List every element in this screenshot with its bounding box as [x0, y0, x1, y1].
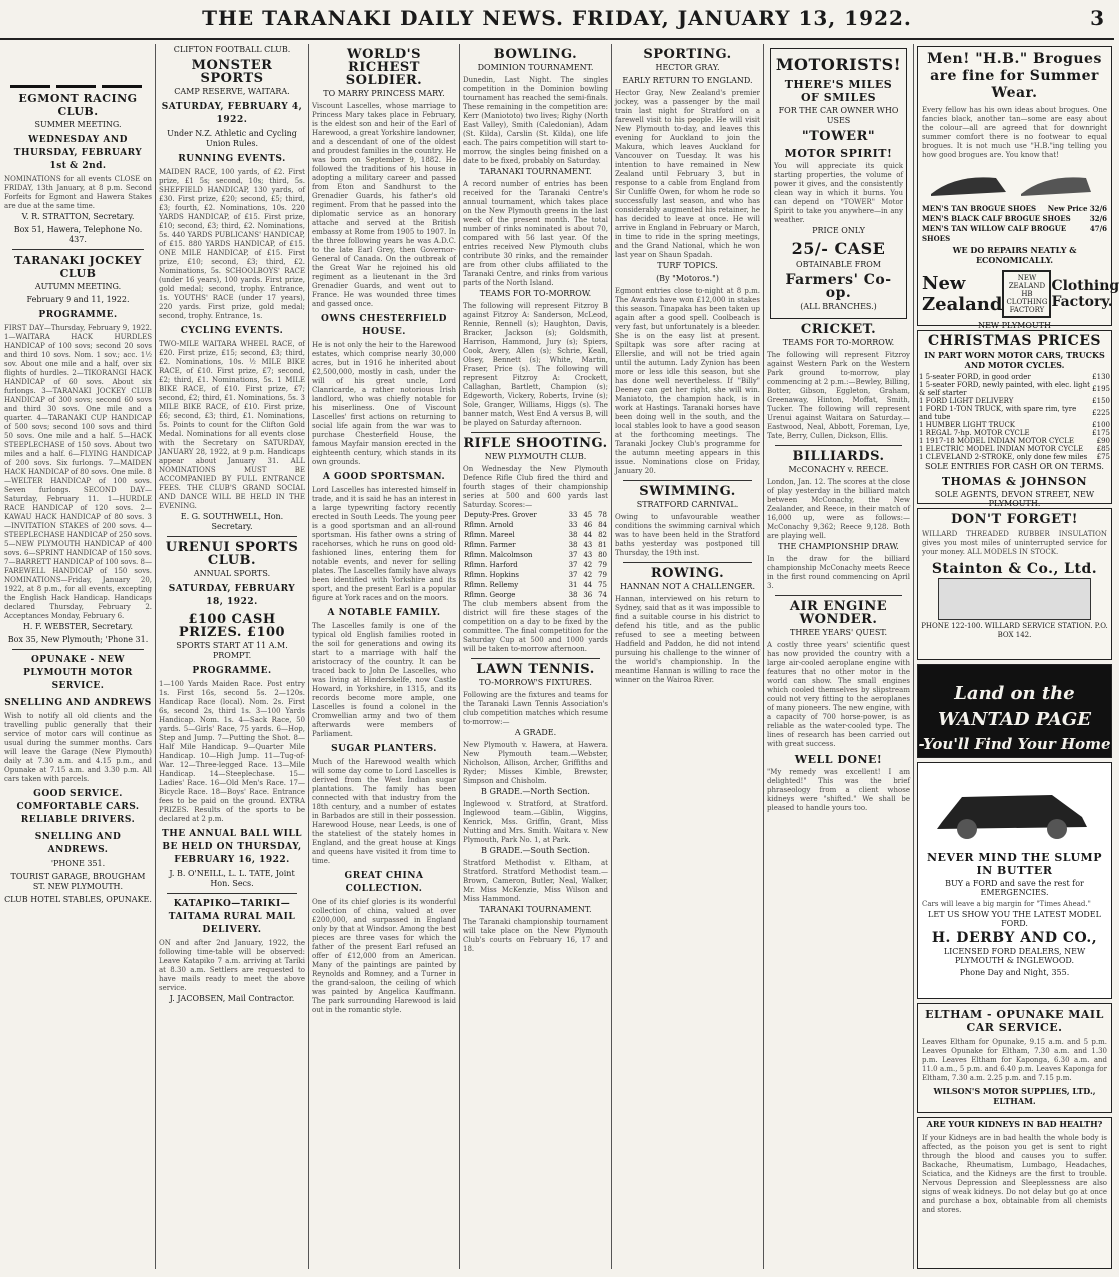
jockey-subheading: AUTUMN MEETING. — [34, 282, 122, 291]
draw-body: In the draw for the billiard championship McConachy meets Reece in the first round commencing on April 3. — [767, 555, 910, 590]
running-events-body: MAIDEN RACE, 100 yards, of £2. First prize, £1 5s; second, 10s; third, 5s. SHEFFIELD HANDICAP, 130 yards, of £30. First prize, £20; second, £5; third, £3; fourth, £2. Nominations, 10s. 220 YARDS HANDICAP, of £15. First prize, £10; second, £3; third, £2. Nominations, 5s. 440 YARDS PUBLICANS' HANDICAP, of £15. 880 YARDS HANDICAP, of £15. ONE MILE HANDICAP, of £15. First prize, £10; second, £3; third, £2. Nominations, 5s. SCHOOLBOYS' RACE (under 16 years), 100 yards. First prize, gold medal; second, trophy. Entrance, 1s. YOUTHS' RACE (under 17 years), 220 yards. First prize, gold medal; second, trophy. Entrance, 1s. — [159, 168, 305, 320]
uremu-programme: PROGRAMME. — [192, 666, 272, 676]
for-car-owner: FOR THE CAR OWNER WHO USES — [778, 106, 899, 125]
rifle-result-c: 82 — [598, 531, 607, 539]
jockey-programme-body: FIRST DAY—Thursday, February 9, 1922. 1—WAITARA HACK HURDLES HANDICAP of 100 sovs; second 20 sovs and third 10 sovs. Nom. 1 sov.; acc. 1½ sov. About one mile and a half, over six flights of hurdles. 2—TIKORANGI HACK HANDICAP of 60 sovs. About six furlongs. 3—TARANAKI JOCKEY CLUB HANDICAP of 300 sovs; second 60 sovs and third 30 sovs. One mile and a quarter. 4—TARANAKI CUP HANDICAP of 500 sovs; second 100 sovs and third 50 sovs. One mile and a half. 5—HACK STEEPLECHASE of 150 sovs. About two miles and a half. 6—FLYING HANDICAP of 200 sovs. Six furlongs. 7—MAIDEN HACK HANDICAP of 80 sovs. One mile. 8—WELTER HANDICAP of 100 sovs. Seven furlongs. SECOND DAY—Saturday, February 11. 1—HURDLE RACE HANDICAP of 120 sovs. 2—KAWAU HACK HANDICAP of 80 sovs. 3—INVITATION STAKES of 200 sovs. 4—STEEPLECHASE HANDICAP of 250 sovs. 5—NEW PLYMOUTH HANDICAP of 400 sovs. 6—SPRINT HANDICAP of 150 sovs. 7—BARRETT HANDICAP of 100 sovs. 8—FAREWELL HANDICAP of 150 sovs. NOMINATIONS—Friday, January 20, 1922, at 8 p.m., for all events, excepting the English Hack Handicap. Handicaps declared Thursday, February 2. Acceptances Monday, February 6. — [4, 324, 153, 620]
rifle-result-c: 81 — [598, 541, 607, 549]
b-grade-south-body: Stratford Methodist v. Eltham, at Stratford. Stratford Methodist team.—Brown, Cameron, Butler, Neal, Walker, Mr. Miss McKenzie, Miss Wilson and Miss Hammond. — [463, 859, 608, 903]
bowling-heading: BOWLING. — [493, 47, 578, 62]
tower-brand: "TOWER" — [801, 129, 876, 144]
rifle-result-a: 38 — [568, 591, 578, 599]
uremu-heading: URENUI SPORTS CLUB. — [165, 540, 299, 568]
rifle-result-name: Deputy-Pres. Grover — [464, 511, 537, 519]
annual-ball: THE ANNUAL BALL WILL BE HELD ON THURSDAY, FEBRUARY 16, 1922. — [162, 829, 302, 865]
christmas-subtitle: IN PART WORN MOTOR CARS, TRUCKS AND MOTOR CYCLES. — [924, 350, 1105, 370]
car-price-row — [918, 397, 1111, 405]
price-only: PRICE ONLY — [812, 226, 865, 235]
rifle-body: On Wednesday the New Plymouth Defence Rifle Club fired the third and fourth stages of their championship series at 500 and 600 yards last Saturday. Scores:— — [463, 465, 608, 509]
athletic-rules: Under N.Z. Athletic and Cycling Union Rules. — [167, 129, 297, 148]
christmas-prices-ad — [917, 330, 1112, 508]
car-item: 1 ELECTRIC MODEL INDIAN MOTOR CYCLE — [919, 445, 1084, 453]
brogues-title: Men! "H.B." Brogues are fine for Summer Wear. — [927, 51, 1102, 101]
early-return: EARLY RETURN TO ENGLAND. — [622, 76, 753, 85]
egmont-box: Box 51, Hawera, Telephone No. 437. — [13, 225, 143, 244]
rifle-result-row — [463, 580, 608, 590]
car-price-row — [918, 381, 1111, 397]
rifle-result-name: Rflmn. Mareel — [464, 531, 515, 539]
running-events: RUNNING EVENTS. — [178, 154, 286, 164]
rifle-result-b: 45 — [583, 511, 593, 519]
wantad-line-2: -You'll Find Your Home — [918, 735, 1111, 753]
rifle-result-b: 42 — [583, 561, 593, 569]
brogues-ad — [917, 46, 1119, 330]
rifle-result-a: 38 — [568, 531, 578, 539]
car-price: £225 — [1092, 409, 1110, 417]
rifle-result-name: Rflmn. Farmer — [464, 541, 516, 549]
rifle-result-row — [463, 510, 608, 520]
mail-contractor: J. JACOBSEN, Mail Contractor. — [169, 994, 295, 1003]
rifle-result-b: 43 — [583, 551, 593, 559]
car-item: 1 REGAL 7-hp. MOTOR CYCLE — [919, 429, 1030, 437]
egmont-dates: WEDNESDAY AND THURSDAY, FEBRUARY 1st & 2nd. — [13, 135, 143, 171]
family-heading: A NOTABLE FAMILY. — [327, 608, 441, 618]
ford-body: Cars will leave a big margin for "Times Ahead." — [922, 900, 1091, 908]
rifle-result-row — [463, 560, 608, 570]
sportsman-heading: A GOOD SPORTSMAN. — [322, 472, 446, 482]
rifle-result-b: 36 — [583, 591, 593, 599]
shoe-name: MEN'S TAN WILLOW CALF BROGUE SHOES — [922, 224, 1067, 243]
taranaki-tournament-heading: TARANAKI TOURNAMENT. — [479, 167, 592, 176]
car-price-row — [918, 445, 1111, 453]
sugar-body: Much of the Harewood wealth which will some day come to Lord Lascelles is derived from the West Indian sugar plantations. The family has been connected with that industry from the 18th century, and a number of estates in Barbados are still in their possession. Harewood House, near Leeds, is one of the stateliest of the stately homes in England, and the great house at Kings and queens have visited it from time to time. — [312, 758, 456, 865]
motoros-byline: (By "Motoros.") — [656, 274, 719, 283]
car-price-table — [918, 373, 1111, 461]
car-price: £150 — [1092, 397, 1110, 405]
car-price: £100 — [1092, 421, 1110, 429]
china-body: One of its chief glories is its wonderful collection of china, valued at over £200,000, and surpassed in England only by that at Windsor. Among the best pieces are three vases for which the father of the present Earl refused an offer of £12,000 from an American. Many of the paintings are painted by Reynolds and Romney, and a Turner in the grand-saloon, the ceiling of which was painted by Angelica Kauffmann. The park surrounding Harewood is laid out in the romantic style. — [312, 898, 456, 1014]
car-price: £175 — [1092, 429, 1110, 437]
rifle-result-c: 78 — [598, 511, 607, 519]
carnival-body: Owing to unfavourable weather conditions the swimming carnival which was to have been held in the Stratford baths yesterday was postponed till Thursday, the 19th inst. — [615, 513, 760, 557]
rifle-result-row — [463, 570, 608, 580]
hector-body: Hector Gray, New Zealand's premier jockey, was a passenger by the mail train last night for Stratford on a farewell visit to his people. He will visit New Plymouth to-day, and leaves this evening for Auckland to join the Makura, which leaves Auckland for Vancouver on Tuesday. It was his intention to have remained in New Zealand until February 3, but in response to a cable from England from Sir Cunliffe Owen, for whom he rode so successfully last season, and who has considerably augmented his retainer, he has decided to leave at once. He will arrive in England in February or March, in time to ride in the spring meetings, and the Grand National, which he won last year on Shaun Spadah. — [615, 89, 760, 259]
dont-forget: DON'T FORGET! — [951, 512, 1078, 527]
jockey-box: Box 35, New Plymouth; 'Phone 31. — [7, 635, 149, 644]
clifton-date: SATURDAY, FEBRUARY 4, 1922. — [161, 102, 303, 125]
opunake-heading: OPUNAKE - NEW PLYMOUTH MOTOR SERVICE. — [23, 655, 133, 691]
egmont-heading: EGMONT RACING CLUB. — [18, 92, 138, 118]
well-done-body: "My remedy was excellent! I am delighted!" This was the brief phraseology from a client whose kidneys were "shifted." We shall be pleased to handle yours too. — [767, 768, 910, 812]
monster-sports-heading: MONSTER SPORTS — [191, 58, 273, 86]
stainton-name: Stainton & Co., Ltd. — [931, 561, 1098, 577]
mail-delivery-body: ON and after 2nd January, 1922, the following time-table will be observed: Leave Katapiko 7 a.m. arriving at Tariki at 8.30 a.m. Settlers are requested to have mails ready to meet the above service. — [159, 939, 305, 992]
column-2 — [159, 44, 305, 1269]
hannan-heading: HANNAN NOT A CHALLENGER. — [620, 582, 755, 591]
rifle-result-a: 33 — [568, 521, 578, 529]
draw-heading: THE CHAMPIONSHIP DRAW. — [778, 542, 899, 551]
bowling-teams-heading: TEAMS FOR TO-MORROW. — [479, 289, 592, 298]
car-price: £195 — [1092, 385, 1110, 393]
dominion-heading: DOMINION TOURNAMENT. — [477, 63, 594, 72]
obtainable-from: OBTAINABLE FROM — [796, 260, 881, 269]
bowling-teams-body: The following will represent Fitzroy B against Fitzroy A: Sanderson, McLeod, Rennie, Rennell (s); Haughton, Davis, Bracker, Jackson (s); Goldsmith, Harrison, Hammond, Jury (s); Spiers, Cook, Avery, Allen (s); Schrie, Keall, Olsey, Bennett (s); White, Martin, Fraser, Price (s). The following will represent Fitzroy A: Crockett, Callaghan, Bartlett, Champion (s); Edgeworth, Vickery, Roberts, Irvine (s); Sole, Granger, Williams, Higgs (s). The banner match, West End A versus B, will be played on Saturday afternoon. — [463, 302, 608, 427]
column-1 — [4, 44, 152, 1269]
kidneys-heading: ARE YOUR KIDNEYS IN BAD HEALTH? — [926, 1119, 1103, 1129]
rifle-result-name: Rflmn. Hopkins — [464, 571, 519, 579]
ford-ad — [917, 762, 1112, 999]
hector-heading: HECTOR GRAY. — [655, 63, 720, 72]
b-grade-north-body: Inglewood v. Stratford, at Stratford. Inglewood team.—Giblin, Wiggins, Kenrick, Mss. Griffin, Grant, Miss Nutting and Mrs. Smith. Waitara v. New Plymouth, Park No. 1, at Park. — [463, 800, 608, 844]
willard-body: WILLARD THREADED RUBBER INSULATION gives you most miles of uninterrupted service for your money. ALL MODELS IN STOCK. — [922, 530, 1107, 556]
rifle-result-row — [463, 540, 608, 550]
family-body: The Lascelles family is one of the typical old English families rooted in the soil for generations and owing its start to a marriage with half the aristocracy of the country. It can be traced back to John De Lascelles, who was living at Hinderskelfe, now Castle Howard, in Yorkshire, in 1315, and its records become more ample, one Lascelles is found a colonel in the Cromwellian army and two of them afterwards were members of Parliament. — [312, 622, 456, 738]
lawn-tennis-heading: LAWN TENNIS. — [476, 662, 595, 677]
tennis-tournament-heading: TARANAKI TOURNAMENT. — [479, 905, 592, 914]
column-rule — [308, 44, 309, 1269]
sports-start: SPORTS START AT 11 A.M. PROMPT. — [176, 641, 288, 660]
hb-logo: NEW ZEALAND HB CLOTHING FACTORY — [1002, 270, 1051, 318]
car-price-row — [918, 453, 1111, 461]
car-item: 1 CLEVELAND 2-STROKE, only done few miles — [919, 453, 1088, 461]
snelling-heading: SNELLING AND ANDREWS — [4, 698, 152, 708]
soldier-body-1: Viscount Lascelles, whose marriage to Princess Mary takes place in February, is the eldest son and heir of the Earl of Harewood, a great Yorkshire landowner, and a descendant of one of the oldest and proudest families in the country. He was born on September 9, 1882. He followed the traditions of his house in adopting a military career and passed from Eton and Sandhurst to the Grenadier Guards, his father's old regiment. From that he passed into the diplomatic service as an honorary attache and served at the British embassy at Rome from 1905 to 1907. In the three following years he was A.D.C. to the late Earl Grey, then Governor-General of Canada. On the outbreak of the Great War he rejoined his old regiment as a lieutenant in the 3rd Grenadier Guards, and went out to France. He was wounded three times and gassed once. — [312, 102, 456, 308]
billiards-heading: BILLIARDS. — [792, 449, 885, 464]
eltham-body: Leaves Eltham for Opunake, 9.15 a.m. and 5 p.m. Leaves Opunake for Eltham, 7.30 a.m. and 1.30 p.m. Leaves Eltham for Kaponga, 6.30 a.m. and 11.0 a.m., 5 p.m. and 6.40 p.m. Leaves Kaponga for Eltham, 7.30 a.m. 2.25 p.m. and 7.15 p.m. — [922, 1038, 1107, 1082]
jockey-heading: TARANAKI JOCKEY CLUB — [14, 254, 142, 280]
column-rule — [611, 44, 612, 1269]
willard-phone: PHONE 122-100. WILLARD SERVICE STATION. P.O. BOX 142. — [921, 622, 1108, 639]
column-6 — [767, 44, 910, 1269]
wilsons: WILSON'S MOTOR SUPPLIES, LTD., ELTHAM. — [933, 1086, 1096, 1106]
column-rule — [155, 44, 156, 1269]
chesterfield-body: He is not only the heir to the Harewood estates, which comprise nearly 30,000 acres, but in 1916 he inherited about £2,500,000, mostly in cash, under the will of his great uncle, Lord Clanricarde, a rather notorious Irish landlord, who was chiefly notable for his miserliness. One of Viscount Lascelles' first actions on returning to social life again from the war was to purchase Chesterfield House, the famous Mayfair mansion erected in the eighteenth century, which stands in its own grounds. — [312, 341, 456, 466]
car-item: 1 FORD LIGHT DELIVERY — [919, 397, 1014, 405]
soldier-headline: WORLD'S RICHEST SOLDIER. — [345, 47, 423, 88]
rifle-results-table — [463, 510, 608, 600]
club-hotel: CLUB HOTEL STABLES, OPUNAKE. — [4, 895, 152, 904]
rifle-result-b: 43 — [583, 541, 593, 549]
car-item: 1 FORD 1-TON TRUCK, with spare rim, tyre and tube — [919, 405, 1077, 421]
all-branches: (ALL BRANCHES.) — [800, 302, 877, 311]
rifle-result-a: 37 — [568, 551, 578, 559]
good-service: GOOD SERVICE. COMFORTABLE CARS. RELIABLE DRIVERS. — [16, 789, 140, 825]
derby-name: H. DERBY AND CO., — [931, 930, 1098, 946]
car-price: £75 — [1096, 453, 1110, 461]
rowing-heading: ROWING. — [650, 566, 725, 581]
rifle-result-row — [463, 590, 608, 600]
shoe-name: MEN'S BLACK CALF BROGUE SHOES — [922, 214, 1071, 223]
motor-spirit: MOTOR SPIRIT! — [784, 147, 893, 160]
mcconachy-heading: McCONACHY v. REECE. — [788, 465, 889, 474]
rifle-result-row — [463, 530, 608, 540]
show-latest: LET US SHOW YOU THE LATEST MODEL FORD. — [928, 910, 1101, 928]
column-rule — [913, 44, 914, 1269]
rifle-result-row — [463, 520, 608, 530]
tourist-garage: TOURIST GARAGE, BROUGHAM ST. NEW PLYMOUTH. — [10, 872, 146, 891]
car-item: 1 HUMBER LIGHT TRUCK — [919, 421, 1016, 429]
car-price-row — [918, 373, 1111, 381]
taranaki-tournament-body: A record number of entries has been received for the Taranaki Centre's annual tournament, which takes place on the New Plymouth greens in the last week of the present month. The total number of rinks nominated is about 70, compared with 56 last year. Of the entries received New Plymouth clubs contribute 30 rinks, and the remainder are from other clubs affiliated to the Taranaki Centre, and rinks from various parts of the North Island. — [463, 180, 608, 287]
b-grade-south-heading: B GRADE.—South Section. — [481, 846, 590, 855]
a-grade-body: New Plymouth v. Hawera, at Hawera. New Plymouth team.—Webster, Nicholson, Allison, Archer, Griffiths and Ryder; Misses Kimble, Brewster, Simpson and Chisholm. — [463, 741, 608, 785]
rifle-result-a: 33 — [568, 511, 578, 519]
tower-body: You will appreciate its quick starting properties, the volume of power it gives, and the consistently clean way in which it burns. You can depend on "TOWER" Motor Spirit to take you anywhere—in any weather. — [774, 162, 903, 224]
rifle-result-name: Rflmn. Arnold — [464, 521, 514, 529]
rifle-result-name: Rflmn. George — [464, 591, 516, 599]
christmas-title: CHRISTMAS PRICES — [927, 333, 1102, 349]
carnival-heading: STRATFORD CARNIVAL. — [636, 500, 739, 509]
well-done-heading: WELL DONE! — [794, 753, 883, 766]
rifle-result-a: 37 — [568, 571, 578, 579]
snelling-footer: SNELLING AND ANDREWS. — [34, 832, 122, 855]
a-grade-heading: A GRADE. — [514, 728, 557, 737]
car-price-row — [918, 429, 1111, 437]
camp-reserve: CAMP RESERVE, WAITARA. — [174, 87, 290, 96]
motorists-ad — [770, 48, 907, 319]
jockey-dates: February 9 and 11, 1922. — [26, 295, 130, 304]
car-item: 1 5-seater FORD, in good order — [919, 373, 1031, 381]
clifton-secretary: E. G. SOUTHWELL, Hon. Secretary. — [180, 512, 284, 531]
repairs-note: WE DO REPAIRS NEATLY & ECONOMICALLY. — [952, 245, 1077, 265]
chesterfield-heading: OWNS CHESTERFIELD HOUSE. — [321, 314, 447, 337]
hannan-body: Hannan, interviewed on his return to Sydney, said that as it was impossible to find a suitable course in his district to defend his title, and as the public refused to see a meeting between Hadfield and Paddon, he did not intend pursuing his challenge to the winner of the world's championship. In the meantime Hannan is willing to race the winner on the Wairoa River. — [615, 595, 760, 684]
column-3 — [312, 44, 456, 1269]
shoe-price-list — [918, 204, 1111, 244]
rifle-result-b: 44 — [583, 581, 593, 589]
rifle-result-b: 42 — [583, 571, 593, 579]
column-rule — [459, 44, 460, 1269]
billiards-body: London, Jan. 12. The scores at the close of play yesterday in the billiard match between McConachy, the New Zealander, and Reece, in their match of 16,000 up, were as follows:—McConachy 9,362; Reece 9,128. Both are playing well. — [767, 478, 910, 540]
wantad-ad — [917, 664, 1112, 758]
rifle-result-b: 46 — [583, 521, 593, 529]
rifle-result-c: 79 — [598, 561, 607, 569]
slump-heading: NEVER MIND THE SLUMP IN BUTTER — [927, 851, 1102, 877]
car-price-row — [918, 437, 1111, 445]
turf-body: Egmont entries close to-night at 8 p.m. The Awards have won £12,000 in stakes this season. Tinapaka has been taken up again after a good spell. Coolbeach is very fast, but unfortunately is a bleeder. She is on the easy list at present. Spiltapk was sore after racing at Ellerslie, and will not be tried again until the autumn. Lady Zynion has been more or less idle this season, but she has done well nevertheless. If "Billy" Deeney can get her right, she will win. Maniatoto, the champion hack, is in work at Hastings. Taranaki horses have been doing well in the south, and the local stables look to have a good season at the forthcoming meetings. The Taranaki Jockey Club's programme for the autumn meeting appears in this issue. Nominations close on Friday, January 20. — [615, 287, 760, 475]
cycling-events-body: TWO-MILE WAITARA WHEEL RACE, of £20. First prize, £15; second, £3; third, £2. Nominations, 10s. ½ MILE BIKE RACE, of £10. First prize, £7; second, £2; third, £1. Nominations, 5s. 1 MILE BIKE RACE, of £10. First prize, £7; second, £2; third, £1. Nominations, 5s. 3 MILE BIKE RACE, of £10. First prize, £6; second, £3; third, £1. Nominations, 5s. Points to count for the Clifton Gold Medal. Nominations for all events close with the Secretary on SATURDAY, JANUARY 28, 1922, at 9 p.m. Handicaps appear about January 31. ALL NOMINATIONS MUST BE ACCOMPANIED BY FULL ENTRANCE FEES. THE CLUB'S GRAND SOCIAL AND DANCE WILL BE HELD IN THE EVENING. — [159, 340, 305, 510]
column-5 — [615, 44, 760, 1269]
rifle-result-name: Rflmn. Malcolmson — [464, 551, 533, 559]
rifle-result-c: 75 — [598, 581, 607, 589]
new-plymouth-label: NEW PLYMOUTH — [978, 321, 1051, 330]
snelling-phone: 'PHONE 351. — [50, 859, 106, 868]
racing-horses-illustration — [8, 48, 148, 88]
dominion-body: Dunedin, Last Night. The singles competition in the Dominion bowling tournament has reached the semi-finals. These remaining in the competition are: Kerr (Maniototo) two lives; Righy (North East Valley), Smith (Caledonian), Adam (St. Kilda), Carslin (St. Kilda), one life each. The pairs competition will start to-morrow, the singles being finished on a date to be fixed, probably on Saturday. — [463, 76, 608, 165]
rifle-result-a: 31 — [568, 581, 578, 589]
wantad-line-1: Land on the WANTAD PAGE — [937, 683, 1092, 730]
brogue-shoe-illustration — [926, 164, 1103, 202]
miles-heading: THERE'S MILES OF SMILES — [784, 78, 893, 104]
jockey-secretary: H. F. WEBSTER, Secretary. — [22, 622, 134, 631]
rifle-result-c: 79 — [598, 571, 607, 579]
b-grade-north-heading: B GRADE.—North Section. — [481, 787, 590, 796]
masthead — [0, 0, 1114, 40]
rifle-result-name: Rflmn. Harford — [464, 561, 518, 569]
car-price: £85 — [1096, 445, 1110, 453]
car-price-row — [918, 421, 1111, 429]
car-price: £90 — [1096, 437, 1110, 445]
rifle-heading: RIFLE SHOOTING. — [463, 436, 608, 451]
air-engine-body: A costly three years' scientific quest has now provided the country with a large air-cooled aeroplane engine with features that no other motor in the world can show. The small engines which cooled themselves by slipstream could not very fitting to the aeroplanes of many pioneers. The new engine, with a capacity of 700 horse-power, is as reliable as the water-cooled type. The lines of research has been carried out with great success. — [767, 641, 910, 748]
cricket-heading: CRICKET. — [800, 322, 877, 337]
eltham-heading: ELTHAM - OPUNAKE MAIL CAR SERVICE. — [925, 1008, 1104, 1034]
rifle-result-c: 80 — [598, 551, 607, 559]
shoe-name: MEN'S TAN BROGUE SHOES — [922, 204, 1037, 213]
rifle-result-name: Rflmn. Rellemy — [464, 581, 519, 589]
battery-illustration — [938, 578, 1091, 620]
egmont-secretary: V. R. STRATTON, Secretary. — [21, 212, 135, 221]
sporting-heading: SPORTING. — [643, 47, 732, 62]
sole-entries: SOLE ENTRIES FOR CASH OR ON TERMS. — [925, 462, 1104, 471]
clothing-factory-label: Clothing Factory. — [1051, 278, 1119, 310]
cricket-teams-heading: TEAMS FOR TO-MORROW. — [782, 338, 895, 347]
column-4 — [463, 44, 608, 1269]
egmont-subheading: SUMMER MEETING. — [34, 120, 122, 129]
jockey-programme: PROGRAMME. — [38, 310, 118, 320]
rifle-result-row — [463, 550, 608, 560]
kidneys-ad — [917, 1117, 1112, 1269]
kidneys-body: If your Kidneys are in bad health the whole body is affected, as the poison you get is sent to right through the blood and causes you to suffer. Backache, Rheumatism, Lumbago, Headaches, Sciatica, and the Kidneys are the first to trouble. Nervous Depression and Sleeplessness are also signs of weak kidneys. Do not delay but go at once and purchase a box, obtainable from all chemists and stores. — [922, 1134, 1107, 1214]
page-number: 3 — [1090, 6, 1104, 30]
ford-dealers: LICENSED FORD DEALERS, NEW PLYMOUTH & INGLEWOOD. — [943, 947, 1086, 965]
car-item: 1 5-seater FORD, newly painted, with elec. light & self starter — [919, 381, 1090, 397]
tennis-tournament-body: The Taranaki championship tournament will take place on the New Plymouth Club's courts on February 16, 17 and 18. — [463, 918, 608, 953]
shoe-price: 47/6 — [1089, 224, 1107, 233]
new-zealand-label: New Zealand — [922, 273, 1003, 315]
rifle-result-c: 74 — [598, 591, 607, 599]
rifle-result-c: 84 — [598, 521, 607, 529]
fixtures-body: Following are the fixtures and teams for the Taranaki Lawn Tennis Association's club competition matches which resume to-morrow:— — [463, 691, 608, 726]
willard-ad — [917, 508, 1112, 660]
sportsman-body: Lord Lascelles has interested himself in trade, and it is said he has an interest in a large typewriting factory recently erected in South Leeds. The young peer is a good sportsman and an all-round sportsman. His father owns a string of racehorses, which he runs on good old-fashioned lines, entering them for notable events, and never for selling plates. The Lascelles family have always been identified with Yorkshire and its sport, and the present Earl is a popular figure at York races and on the moors. — [312, 486, 456, 602]
buy-ford: BUY a FORD and save the rest for EMERGENCIES. — [945, 879, 1084, 897]
snelling-body: Wish to notify all old clients and the travelling public generally that their service of motor cars will continue as usual during the summer months. Cars will leave the Garage (New Plymouth) daily at 7.30 a.m. and 4.15 p.m., and Opunake at 7.15 a.m. and 3.30 p.m. All cars taken with parcels. — [4, 712, 152, 783]
mail-delivery-heading: KATAPIKO—TARIKI—TAITAMA RURAL MAIL DELIVERY. — [168, 899, 296, 935]
turf-topics-heading: TURF TOPICS. — [657, 261, 718, 270]
sugar-heading: SUGAR PLANTERS. — [331, 744, 437, 754]
cricket-body: The following will represent Fitzroy against Western Park on the Western Park ground to-morrow, play commencing at 2 p.m.:—Bewley, Billing, Botter, Gibson, Eggleton, Graham, Greenaway, Hinton, Moffat, Smith, Tucker. The following will represent Urenui against Waitara on Saturday.—Eastwood, Neal, Abbott, Foreman, Lye, Tate, Berry, Cullen, Dickson, Ellis. — [767, 351, 910, 440]
uremu-programme-body: 1—100 Yards Maiden Race. Post entry 1s. First 16s, second 5s. 2—120s. Handicap Race (local). Nom. 2s. First 6s, second 2s, third 1s. 3—100 Yards Handicap. Nom. 1s. 4—Sack Race, 50 yards. 5—Girls' Race, 75 yards. 6—Hop, Step and Jump. 7—Putting the Shot. 8—Half Mile Handicap. 9—Quarter Mile Handicap. 10—High Jump. 11—Tug-of-War. 12—Three-legged Race. 13—Mile Handicap. 14—Steeplechase. 15—Ladies' Race. 16—Old Men's Race. 17—Bicycle Race. 18—Boys' Race. Entrance fees to be paid on the ground. EXTRA PRIZES. Results of the sports to be declared at 2 p.m. — [159, 680, 305, 823]
shoe-price: New Price 32/6 — [1047, 204, 1107, 213]
cash-prizes: £100 CASH PRIZES. £100 — [178, 612, 286, 640]
rifle-result-a: 37 — [568, 561, 578, 569]
eltham-ad — [917, 1003, 1112, 1113]
swimming-heading: SWIMMING. — [639, 484, 736, 499]
china-heading: GREAT CHINA COLLECTION. — [344, 871, 424, 894]
newspaper-title: THE TARANAKI DAILY NEWS. FRIDAY, JANUARY 13, 1922. — [202, 6, 912, 30]
egmont-body: NOMINATIONS for all events CLOSE on FRIDAY, 13th January, at 8 p.m. Second Forfeits for Egmont and Hawera Stakes are due at the same time. — [4, 175, 152, 210]
cycling-events: CYCLING EVENTS. — [180, 326, 284, 336]
car-price-row — [918, 405, 1111, 421]
uremu-date: SATURDAY, FEBRUARY 18, 1922. — [168, 584, 296, 607]
shoe-price: 32/6 — [1089, 214, 1107, 223]
clifton-heading: CLIFTON FOOTBALL CLUB. — [173, 45, 291, 54]
rifle-result-a: 38 — [568, 541, 578, 549]
ford-phone: Phone Day and Night, 355. — [959, 968, 1070, 977]
case-price: 25/- CASE — [791, 239, 886, 258]
shoe-price-row — [922, 214, 1107, 224]
uremu-annual: ANNUAL SPORTS. — [193, 569, 271, 578]
motorists-heading: MOTORISTS! — [775, 55, 902, 74]
column-rule — [763, 44, 764, 1269]
farmers-coop: Farmers' Co-op. — [785, 272, 892, 301]
rifle-body-2: The club members absent from the district will fire these stages of the competition on a day to be fixed by the committee. The final competition for the Saturday Cup at 500 and 1000 yards will be taken to-morrow afternoon. — [463, 600, 608, 653]
fixtures-heading: TO-MORROW'S FIXTURES. — [479, 678, 592, 687]
car-price: £130 — [1092, 373, 1110, 381]
soldier-subheadline: TO MARRY PRINCESS MARY. — [323, 89, 445, 98]
shoe-price-row — [922, 204, 1107, 214]
thomas-johnson: THOMAS & JOHNSON — [941, 475, 1088, 488]
sole-agents: SOLE AGENTS, DEVON STREET, NEW PLYMOUTH. — [934, 490, 1095, 508]
car-item: 1 1917-18 MODEL INDIAN MOTOR CYCLE — [919, 437, 1074, 445]
np-club-heading: NEW PLYMOUTH CLUB. — [484, 452, 587, 461]
three-years-heading: THREE YEARS' QUEST. — [789, 628, 888, 637]
shoe-price-row — [922, 224, 1107, 244]
brogues-body: Every fellow has his own ideas about brogues. One fancies black, another tan—some are easy about the colour—all are agreed that for downright summer comfort there is no footwear to equal brogues. It is not much use "H.B."ing telling you how good brogues are. You know that! — [922, 106, 1107, 159]
joint-secs: J. B. O'NEILL, L. L. TATE, Joint Hon. Secs. — [169, 869, 295, 888]
air-engine-heading: AIR ENGINE WONDER. — [789, 599, 888, 627]
rifle-result-b: 44 — [583, 531, 593, 539]
ford-car-illustration — [922, 767, 1107, 847]
